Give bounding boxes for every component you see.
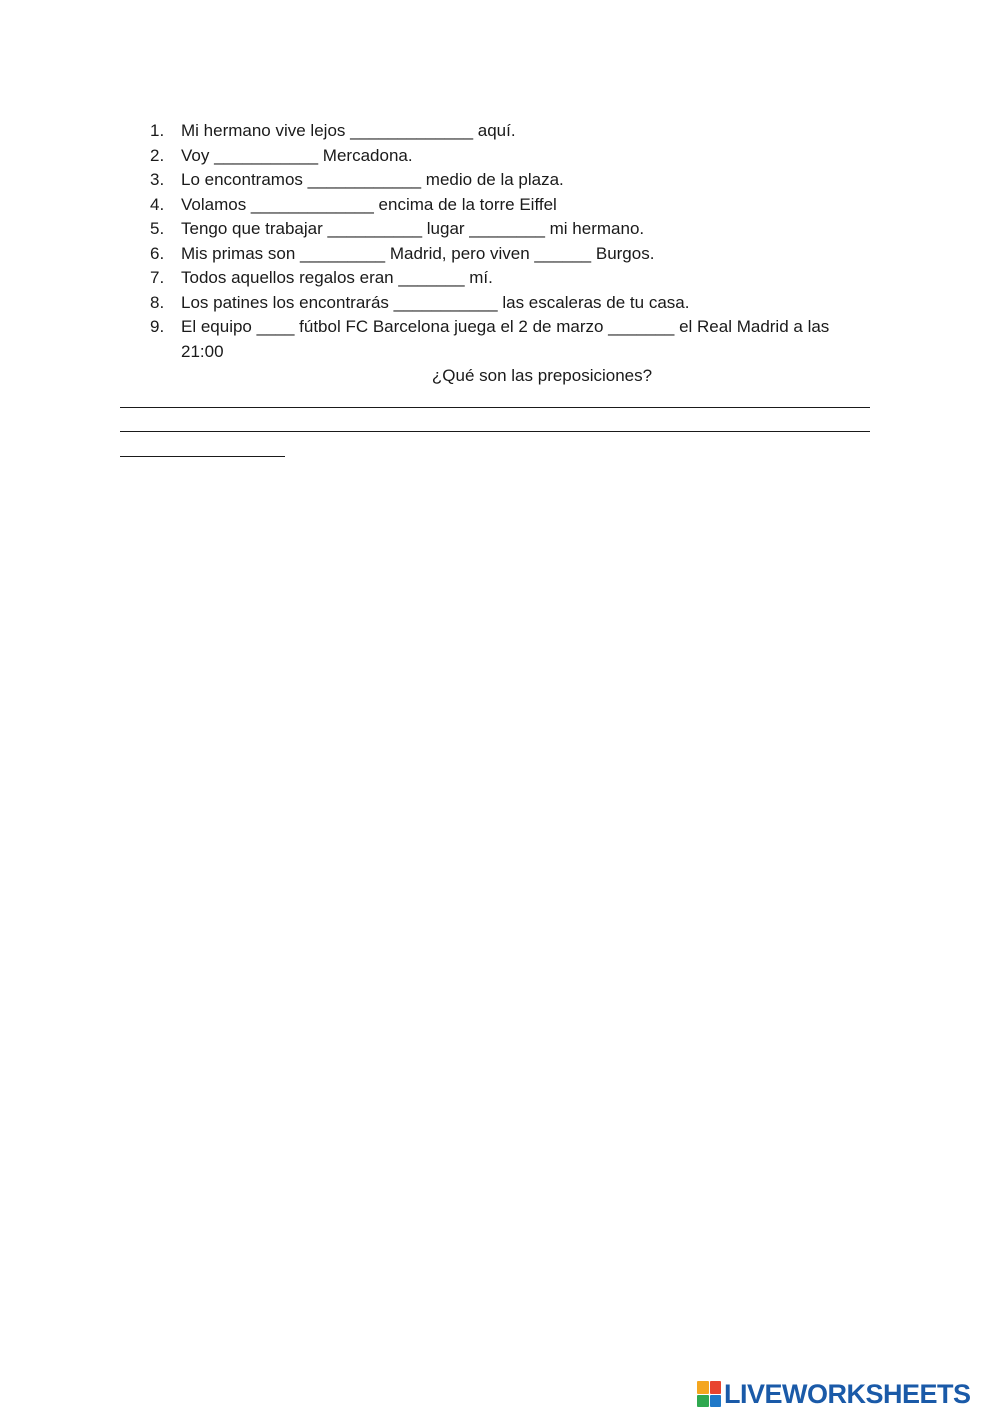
exercise-item xyxy=(150,168,870,193)
exercise-item xyxy=(150,193,870,218)
exercise-number: 3. xyxy=(150,170,165,189)
answer-line[interactable] xyxy=(120,431,870,432)
exercise-number: 9. xyxy=(150,317,165,336)
exercise-text: Lo encontramos ____________ medio de la plaza. xyxy=(181,170,564,189)
exercise-item xyxy=(150,144,870,169)
exercise-item xyxy=(150,119,870,144)
exercise-text: Mi hermano vive lejos _____________ aquí. xyxy=(181,121,516,140)
exercise-number: 1. xyxy=(150,121,165,140)
exercise-text: Voy ___________ Mercadona. xyxy=(181,145,413,165)
exercise-text: Volamos _____________ encima de la torre Eiffel xyxy=(181,194,557,214)
question-heading: ¿Qué son las preposiciones? xyxy=(431,366,653,385)
exercise-item xyxy=(150,217,870,242)
exercise-number: 8. xyxy=(150,292,165,312)
liveworksheets-logo-icon xyxy=(697,1381,721,1407)
exercise-item xyxy=(150,266,870,291)
exercise-number: 7. xyxy=(150,268,165,287)
exercise-number: 6. xyxy=(150,243,165,263)
exercise-number: 2. xyxy=(150,145,165,165)
exercise-number: 5. xyxy=(150,219,165,238)
exercise-text: Tengo que trabajar __________ lugar ________ mi hermano. xyxy=(181,219,645,238)
exercise-text: Mis primas son _________ Madrid, pero viven ______ Burgos. xyxy=(181,243,655,263)
exercise-list xyxy=(150,119,870,364)
exercise-text: El equipo ____ fútbol FC Barcelona juega el 2 de marzo _______ el Real Madrid a las 21:00 xyxy=(181,317,830,361)
exercise-text: Todos aquellos regalos eran _______ mí. xyxy=(181,268,493,287)
exercise-item xyxy=(150,242,870,267)
liveworksheets-logo xyxy=(697,1380,971,1408)
answer-line[interactable] xyxy=(120,407,870,408)
answer-line[interactable] xyxy=(120,456,285,457)
exercise-item xyxy=(150,291,870,316)
exercise-item xyxy=(150,315,870,364)
logo-text: LIVEWORKSHEETS xyxy=(724,1379,971,1409)
exercise-text: Los patines los encontrarás ___________ las escaleras de tu casa. xyxy=(181,292,690,312)
exercise-number: 4. xyxy=(150,194,165,214)
